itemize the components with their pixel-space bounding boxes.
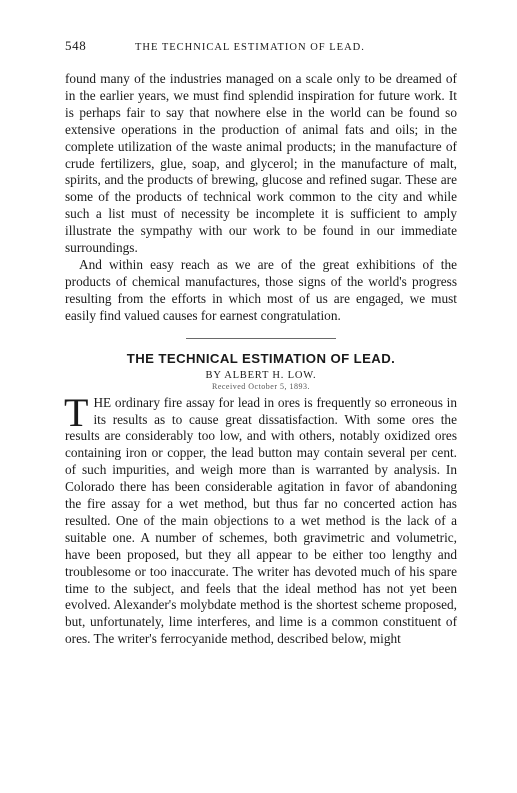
article-byline: BY ALBERT H. LOW. [205,369,317,381]
body-paragraph: found many of the industries managed on a scale only to be dreamed of in the earlier years, we must find splendid inspiration for future work. It is perhaps fair to say that nowhere else in the world can be found so extensive operations in the production of animal fats and oils; in the complete utilization of the waste animal products; in the manufacture of crude fertilizers, glue, soap, and glycerol; in the manufacture of malt, spirits, and the products of brewing, glucose and refined sugar. These are some of the products of technical work common to the city and while such a list must of necessity be incomplete it is sufficient to amply illustrate the sympathy with our work to be found in our immediate surroundings. [65,71,457,256]
running-head [65,38,457,54]
received-date: Received October 5, 1893. [211,381,311,391]
article-title: THE TECHNICAL ESTIMATION OF LEAD. [126,350,396,366]
drop-cap: T [64,389,89,435]
running-title: THE TECHNICAL ESTIMATION OF LEAD. [135,42,365,53]
article-paragraph [64,389,457,649]
book-page [65,38,457,648]
article-text: HE ordinary fire assay for lead in ores is frequently so erroneous in its results as to cause great dissatisfaction. With some ores the results are considerably too low, and with others, notably oxidized ores containing iron or copper, the lead button may contain several per cent. of such impurities, and weigh more than is warranted by analysis. In Colorado there has been considerable agitation in favor of abandoning the fire assay for a wet method, but thus far no concerted action has resulted. One of the main objections to a wet method is the lack of a suitable one. A number of schemes, both gravimetric and volumetric, have been proposed, but they all appear to be either too lengthy and troublesome or too inaccurate. The writer has devoted much of his spare time to the subject, and feels that the ideal method has not yet been evolved. Alexander's molybdate method is the shortest scheme proposed, but, unfortunately, lime interferes, and lime is a common constituent of ores. The writer's ferrocyanide method, described below, might [65,394,457,647]
page-number: 548 [65,38,87,53]
body-paragraph: And within easy reach as we are of the great exhibitions of the products of chemical manufactures, those signs of the world's progress resulting from the efforts in which most of us are engaged, we must easily find valued causes for earnest congratulation. [65,256,457,323]
section-divider [186,338,336,339]
